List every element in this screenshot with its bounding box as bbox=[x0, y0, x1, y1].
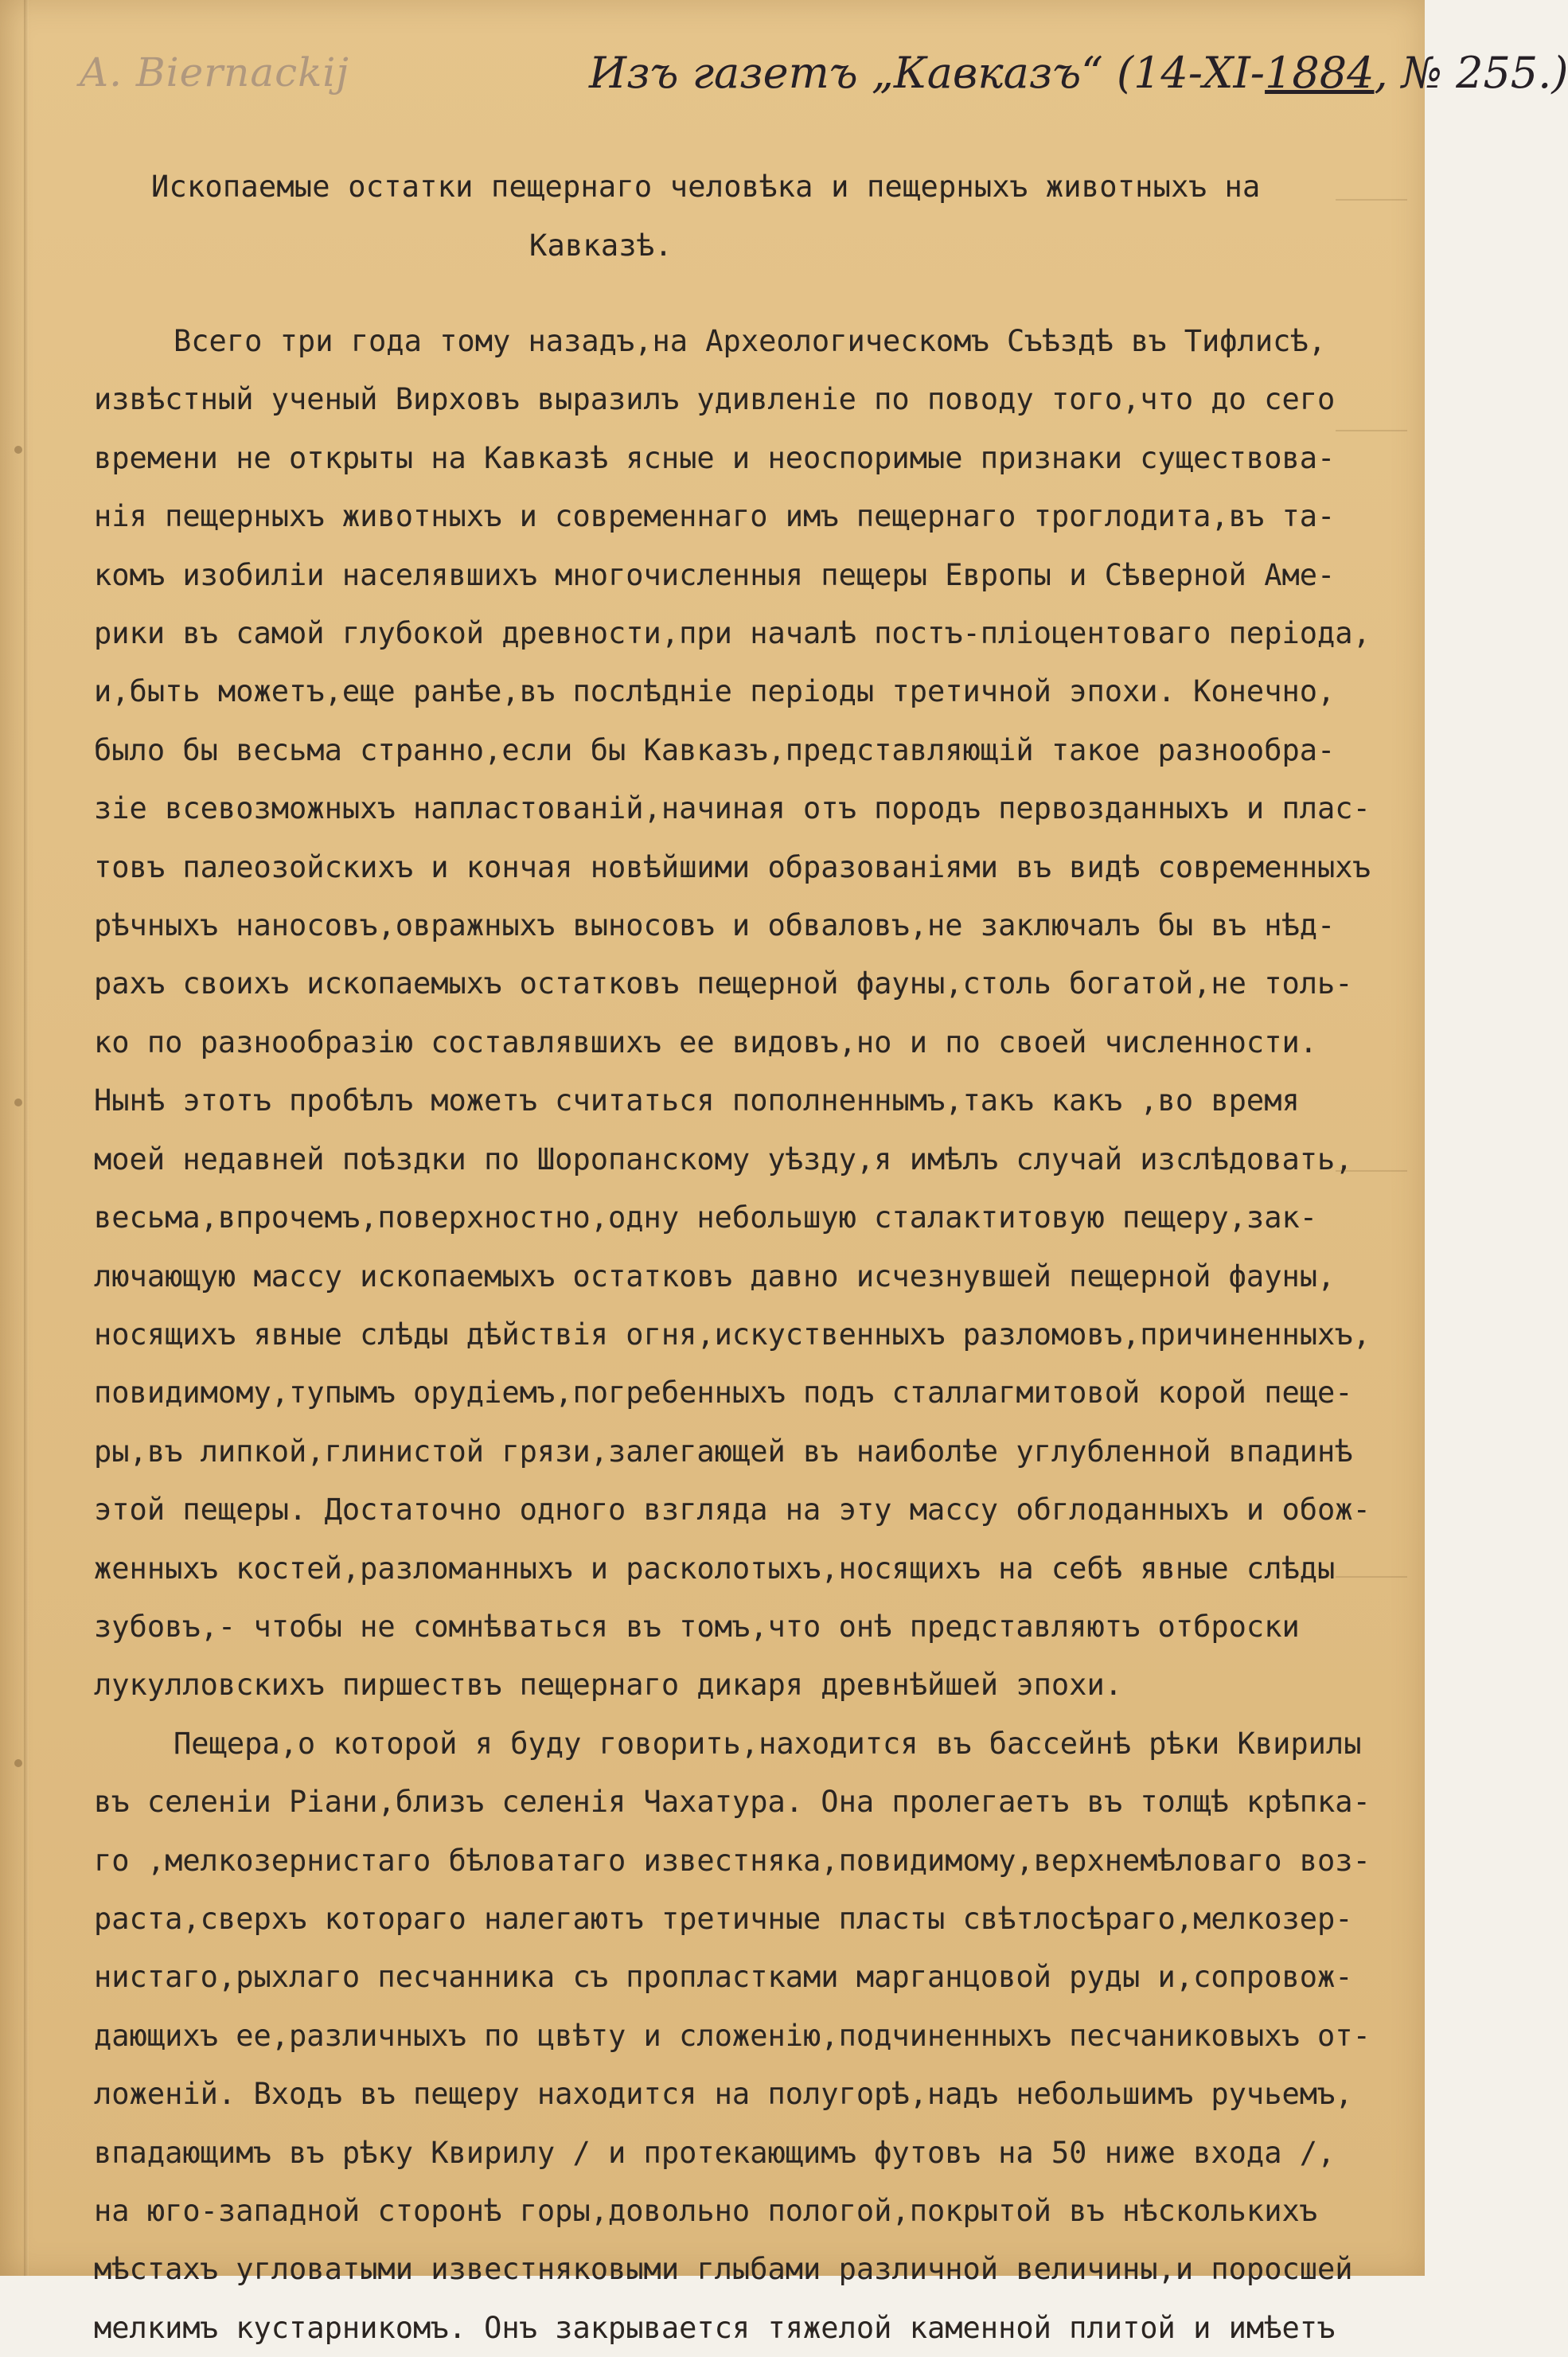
text-line: рѣчныхъ наносовъ,овражныхъ выносовъ и обваловъ,не заключалъ бы въ нѣд- bbox=[94, 896, 1383, 954]
pencil-signature: A. Biernackij bbox=[80, 49, 349, 96]
text-line: нистаго,рыхлаго песчанника съ пропластками марганцовой руды и,сопровож- bbox=[94, 1948, 1383, 2006]
text-line: извѣстный ученый Вирховъ выразилъ удивленіе по поводу того,что до сего bbox=[94, 370, 1383, 428]
document-title bbox=[151, 158, 1345, 275]
text-line: моей недавней поѣздки по Шоропанскому уѣзду,я имѣлъ случай изслѣдовать, bbox=[94, 1130, 1383, 1188]
source-note-prefix: Изъ газетъ „Кавказъ“ (14-XI- bbox=[589, 48, 1265, 98]
page-fold bbox=[24, 0, 29, 2276]
text-line: на юго-западной сторонѣ горы,довольно пологой,покрытой въ нѣсколькихъ bbox=[94, 2182, 1383, 2240]
text-line: ложеній. Входъ въ пещеру находится на полугорѣ,надъ небольшимъ ручьемъ, bbox=[94, 2065, 1383, 2123]
text-line: повидимому,тупымъ орудіемъ,погребенныхъ подъ сталлагмитовой корой пеще- bbox=[94, 1364, 1383, 1422]
text-line: ры,въ липкой,глинистой грязи,залегающей въ наиболѣе углубленной впадинѣ bbox=[94, 1422, 1383, 1481]
title-line: Ископаемые остатки пещернаго человѣка и пещерныхъ животныхъ на bbox=[151, 158, 1345, 217]
body-text bbox=[94, 312, 1383, 2357]
text-line: нія пещерныхъ животныхъ и современнаго имъ пещернаго троглодита,въ та- bbox=[94, 487, 1383, 545]
text-line: этой пещеры. Достаточно одного взгляда на эту массу обглоданныхъ и обож- bbox=[94, 1481, 1383, 1539]
source-note-year: 1884 bbox=[1265, 48, 1374, 98]
text-line: лючающую массу ископаемыхъ остатковъ давно исчезнувшей пещерной фауны, bbox=[94, 1247, 1383, 1305]
show-through-mark bbox=[1336, 1170, 1407, 1172]
text-line: раста,сверхъ котораго налегаютъ третичные пласты свѣтлосѣраго,мелкозер- bbox=[94, 1890, 1383, 1948]
text-line: и,быть можетъ,еще ранѣе,въ послѣдніе періоды третичной эпохи. Конечно, bbox=[94, 662, 1383, 720]
text-line: Всего три года тому назадъ,на Археологическомъ Съѣздѣ въ Тифлисѣ, bbox=[94, 312, 1383, 370]
text-line: ко по разнообразію составлявшихъ ее видовъ,но и по своей численности. bbox=[94, 1013, 1383, 1071]
text-line: дающихъ ее,различныхъ по цвѣту и сложенію,подчиненныхъ песчаниковыхъ от- bbox=[94, 2007, 1383, 2065]
pin-hole bbox=[14, 1759, 22, 1767]
text-line: женныхъ костей,разломанныхъ и расколотыхъ,носящихъ на себѣ явные слѣды bbox=[94, 1539, 1383, 1598]
show-through-mark bbox=[1336, 1576, 1407, 1578]
text-line: мелкимъ кустарникомъ. Онъ закрывается тяжелой каменной плитой и имѣетъ bbox=[94, 2299, 1383, 2357]
text-line: Нынѣ этотъ пробѣлъ можетъ считаться пополненнымъ,такъ какъ ,во время bbox=[94, 1071, 1383, 1130]
text-line: было бы весьма странно,если бы Кавказъ,представляющій такое разнообра- bbox=[94, 721, 1383, 779]
text-line: рахъ своихъ ископаемыхъ остатковъ пещерной фауны,столь богатой,не толь- bbox=[94, 954, 1383, 1013]
text-line: зубовъ,- чтобы не сомнѣваться въ томъ,что онѣ представляютъ отброски bbox=[94, 1598, 1383, 1656]
text-line: комъ изобиліи населявшихъ многочисленныя пещеры Европы и Сѣверной Аме- bbox=[94, 546, 1383, 604]
show-through-mark bbox=[1336, 430, 1407, 431]
text-line: впадающимъ въ рѣку Квирилу / и протекающимъ футовъ на 50 ниже входа /, bbox=[94, 2124, 1383, 2182]
text-line: мѣстахъ угловатыми известняковыми глыбами различной величины,и поросшей bbox=[94, 2240, 1383, 2298]
text-line: носящихъ явные слѣды дѣйствія огня,искуственныхъ разломовъ,причиненныхъ, bbox=[94, 1305, 1383, 1364]
source-note-suffix: , № 255.) bbox=[1375, 48, 1568, 98]
text-line: зіе всевозможныхъ напластованій,начиная отъ породъ первозданныхъ и плас- bbox=[94, 779, 1383, 837]
text-line: Пещера,о которой я буду говорить,находится въ бассейнѣ рѣки Квирилы bbox=[94, 1715, 1383, 1773]
text-line: товъ палеозойскихъ и кончая новѣйшими образованіями въ видѣ современныхъ bbox=[94, 838, 1383, 896]
handwritten-source-note bbox=[589, 48, 1568, 98]
text-line: лукулловскихъ пиршествъ пещернаго дикаря древнѣйшей эпохи. bbox=[94, 1656, 1383, 1714]
text-line: времени не открыты на Кавказѣ ясные и неоспоримые признаки существова- bbox=[94, 429, 1383, 487]
text-line: въ селеніи Ріани,близъ селенія Чахатура. Она пролегаетъ въ толщѣ крѣпка- bbox=[94, 1773, 1383, 1831]
pin-hole bbox=[14, 446, 22, 454]
title-line: Кавказѣ. bbox=[151, 217, 1345, 275]
show-through-mark bbox=[1336, 199, 1407, 201]
pin-hole bbox=[14, 1099, 22, 1106]
text-line: рики въ самой глубокой древности,при началѣ постъ-пліоцентоваго періода, bbox=[94, 604, 1383, 662]
text-line: го ,мелкозернистаго бѣловатаго известняка,повидимому,верхнемѣловаго воз- bbox=[94, 1832, 1383, 1890]
text-line: весьма,впрочемъ,поверхностно,одну небольшую сталактитовую пещеру,зак- bbox=[94, 1188, 1383, 1247]
